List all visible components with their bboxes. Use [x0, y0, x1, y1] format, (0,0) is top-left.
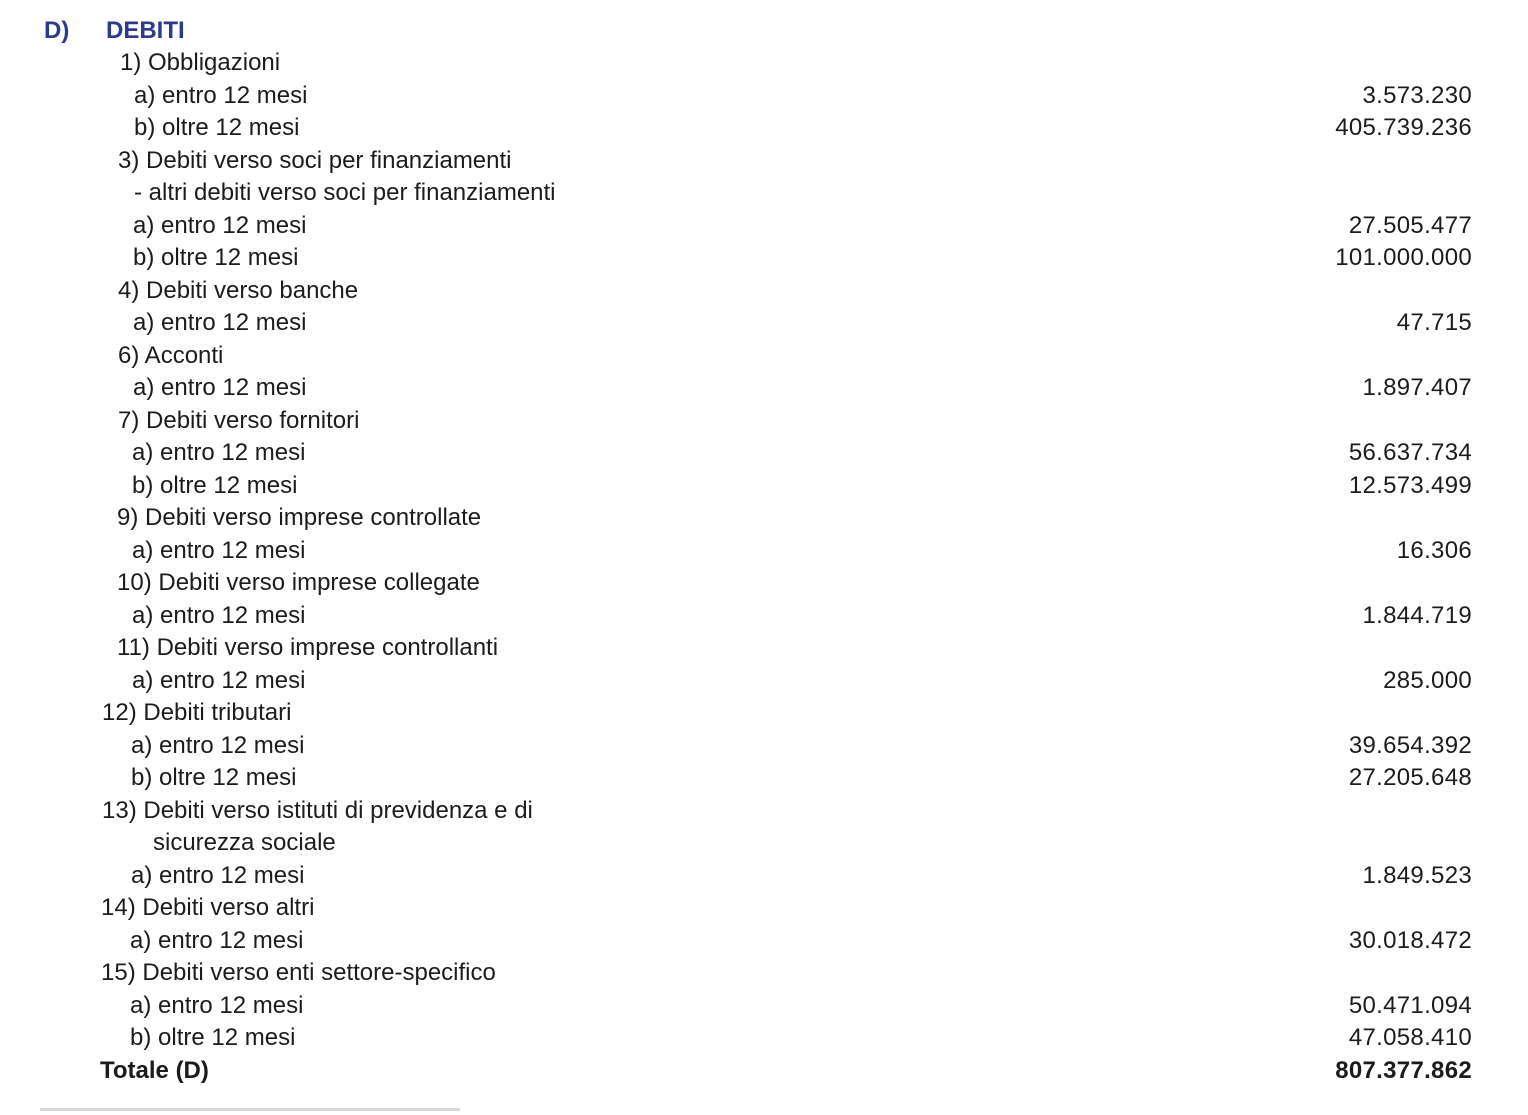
table-row — [0, 372, 1528, 405]
section-header — [44, 14, 185, 48]
table-row — [0, 47, 1528, 80]
section-title: DEBITI — [106, 17, 185, 44]
table-row — [0, 242, 1528, 275]
table-row — [0, 1022, 1528, 1055]
row-value: 16.306 — [1396, 536, 1472, 564]
table-row — [0, 80, 1528, 113]
total-label: Totale (D) — [100, 1056, 209, 1084]
table-row — [0, 860, 1528, 893]
row-label: 9) Debiti verso imprese controllate — [117, 504, 482, 531]
row-label: 1) Obbligazioni — [120, 49, 281, 76]
table-row — [0, 957, 1528, 990]
row-label: 12) Debiti tributari — [102, 699, 292, 726]
row-value: 405.739.236 — [1335, 114, 1472, 141]
table-row — [0, 762, 1528, 795]
row-label: a) entro 12 mesi — [130, 926, 304, 954]
row-label: sicurezza sociale — [153, 829, 336, 856]
total-value: 807.377.862 — [1335, 1056, 1472, 1084]
table-row — [0, 632, 1528, 665]
row-value: 47.058.410 — [1348, 1024, 1472, 1051]
debts-table — [0, 47, 1528, 1087]
row-value: 56.637.734 — [1348, 439, 1472, 466]
row-value: 27.205.648 — [1348, 764, 1472, 791]
row-label: b) oltre 12 mesi — [132, 471, 298, 499]
table-row — [0, 730, 1528, 763]
row-label: b) oltre 12 mesi — [133, 244, 299, 271]
table-row — [0, 307, 1528, 340]
table-row — [0, 795, 1528, 828]
row-label: b) oltre 12 mesi — [131, 764, 297, 791]
row-label: a) entro 12 mesi — [131, 861, 305, 889]
row-label: 13) Debiti verso istituti di previdenza e di — [102, 796, 533, 824]
row-label: 7) Debiti verso fornitori — [118, 406, 360, 434]
row-value: 27.505.477 — [1348, 211, 1472, 239]
row-label: 6) Acconti — [118, 341, 224, 369]
row-value: 1.897.407 — [1362, 374, 1472, 401]
table-row — [0, 567, 1528, 600]
table-row — [0, 697, 1528, 730]
row-label: 10) Debiti verso imprese collegate — [117, 569, 480, 596]
row-label: - altri debiti verso soci per finanziamenti — [134, 179, 556, 206]
table-row — [0, 210, 1528, 243]
table-row — [0, 470, 1528, 503]
row-label: a) entro 12 mesi — [132, 666, 306, 694]
table-row — [0, 145, 1528, 178]
row-label: 14) Debiti verso altri — [101, 894, 315, 921]
row-value: 47.715 — [1396, 309, 1472, 336]
table-row — [0, 275, 1528, 308]
row-label: a) entro 12 mesi — [132, 536, 306, 564]
row-label: a) entro 12 mesi — [133, 374, 307, 401]
row-label: a) entro 12 mesi — [130, 991, 304, 1019]
table-row — [0, 112, 1528, 145]
row-value: 12.573.499 — [1348, 471, 1472, 499]
table-row — [0, 535, 1528, 568]
table-row — [0, 437, 1528, 470]
row-label: 3) Debiti verso soci per finanziamenti — [118, 146, 512, 174]
table-row — [0, 502, 1528, 535]
page-edge-divider — [40, 1108, 460, 1111]
table-row — [0, 925, 1528, 958]
row-label: a) entro 12 mesi — [133, 211, 307, 239]
row-value: 39.654.392 — [1348, 731, 1472, 759]
row-label: a) entro 12 mesi — [134, 81, 308, 109]
row-label: a) entro 12 mesi — [133, 309, 307, 336]
table-row — [0, 600, 1528, 633]
row-label: b) oltre 12 mesi — [130, 1024, 296, 1051]
row-label: b) oltre 12 mesi — [134, 114, 300, 141]
row-label: a) entro 12 mesi — [132, 439, 306, 466]
row-value: 30.018.472 — [1348, 926, 1472, 954]
row-value: 1.849.523 — [1362, 861, 1472, 889]
row-label: 15) Debiti verso enti settore-specifico — [101, 959, 496, 986]
table-row — [0, 827, 1528, 860]
table-row — [0, 665, 1528, 698]
table-row — [0, 177, 1528, 210]
section-letter: D) — [44, 17, 70, 44]
row-value: 101.000.000 — [1335, 244, 1472, 271]
table-row — [0, 405, 1528, 438]
row-label: a) entro 12 mesi — [131, 731, 305, 759]
total-row — [0, 1055, 1528, 1088]
row-label: a) entro 12 mesi — [132, 601, 306, 629]
row-label: 11) Debiti verso imprese controllanti — [117, 634, 499, 661]
row-value: 285.000 — [1383, 666, 1472, 694]
row-value: 50.471.094 — [1348, 991, 1472, 1019]
table-row — [0, 990, 1528, 1023]
row-value: 3.573.230 — [1362, 81, 1472, 109]
row-label: 4) Debiti verso banche — [118, 276, 359, 304]
table-row — [0, 892, 1528, 925]
row-value: 1.844.719 — [1362, 601, 1472, 629]
table-row — [0, 340, 1528, 373]
